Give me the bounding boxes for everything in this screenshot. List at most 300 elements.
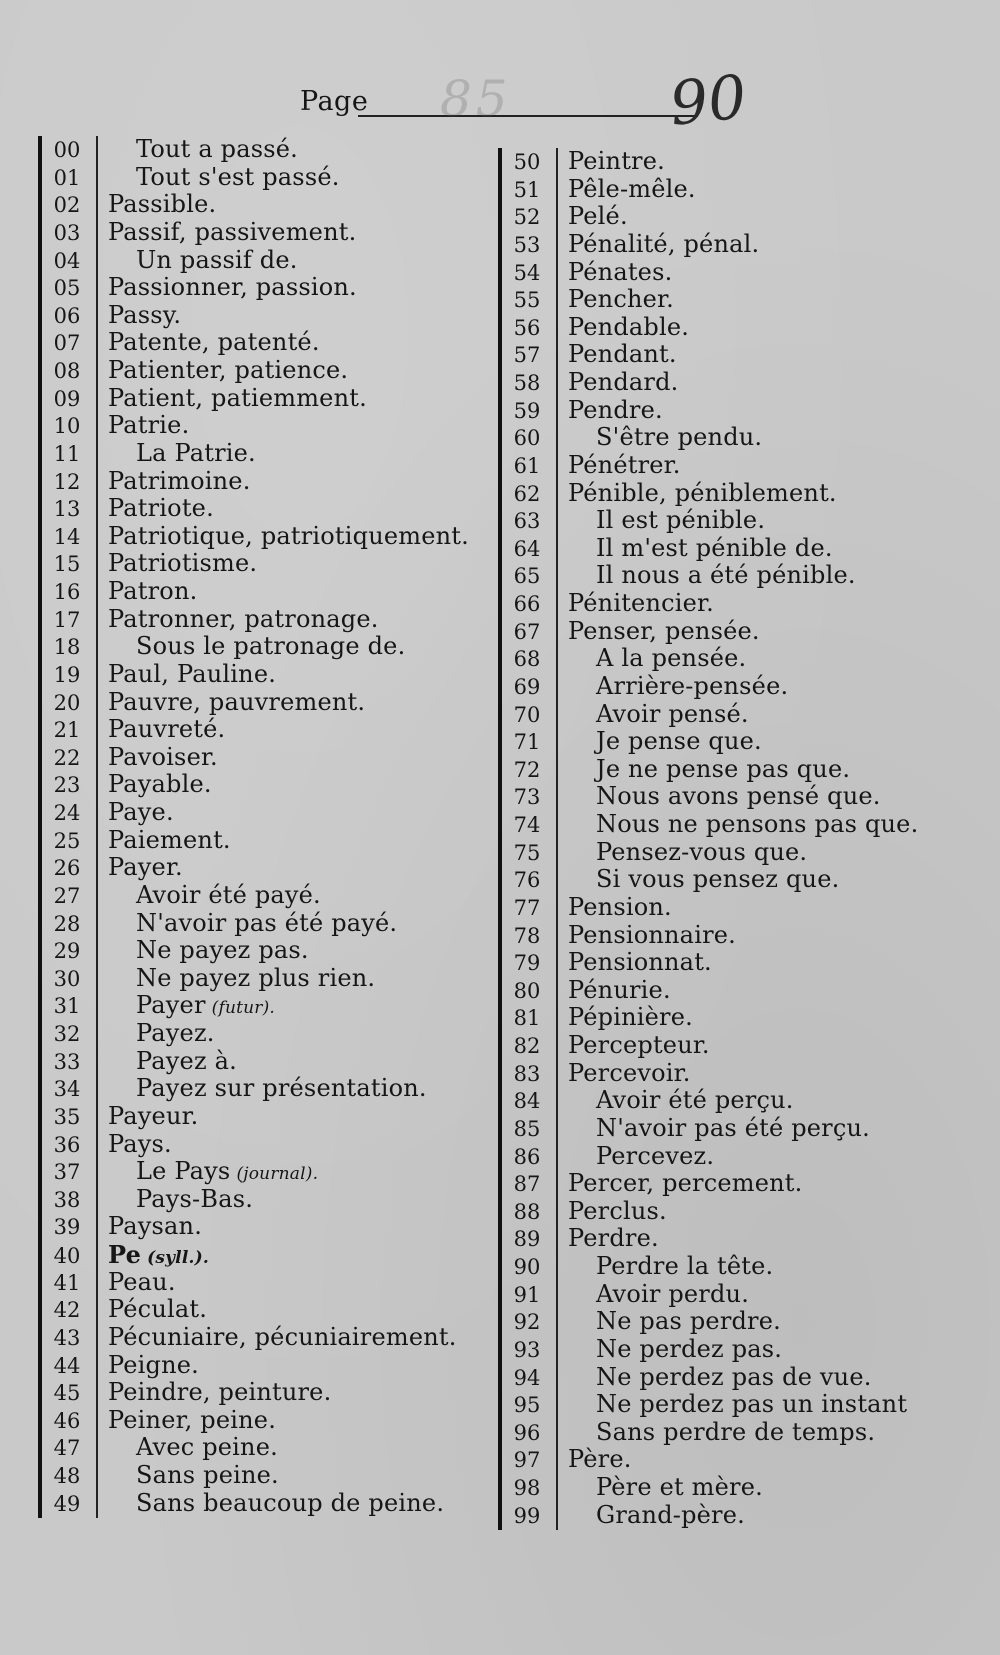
entry-number: 03 — [53, 220, 81, 245]
entry-word: Il m'est pénible de. — [596, 533, 833, 562]
entry-word: Patrimoine. — [108, 466, 251, 495]
entry-number: 52 — [513, 205, 541, 230]
list-item — [498, 618, 938, 646]
list-item — [38, 1213, 478, 1241]
entry-number: 18 — [53, 635, 81, 660]
entry-text — [96, 247, 298, 275]
entry-word: Il est pénible. — [596, 506, 766, 535]
list-item — [498, 1170, 938, 1198]
list-item — [38, 992, 478, 1020]
entry-number: 19 — [53, 662, 81, 687]
entry-note: (syll.). — [147, 1248, 209, 1268]
list-item — [38, 412, 478, 440]
entry-text — [556, 1474, 763, 1502]
page-label: Page — [300, 86, 369, 117]
entry-text — [96, 1048, 237, 1076]
entry-number: 41 — [53, 1270, 81, 1295]
entry-word: Patron. — [108, 577, 198, 605]
entry-number: 65 — [513, 564, 541, 589]
entry-text — [556, 1115, 870, 1143]
entry-text — [96, 578, 197, 606]
entry-word: Payable. — [108, 770, 212, 799]
entry-number: 29 — [53, 939, 81, 964]
list-item — [38, 468, 478, 496]
entry-text — [556, 1087, 794, 1115]
list-item — [38, 357, 478, 385]
list-item — [38, 495, 478, 523]
entry-word: Tout s'est passé. — [136, 162, 340, 191]
entry-number: 06 — [53, 303, 81, 328]
pencil-mark: 85 — [440, 70, 512, 128]
entry-text — [556, 424, 762, 452]
entry-word: Je ne pense pas que. — [596, 754, 851, 783]
entry-word: Sans beaucoup de peine. — [136, 1488, 445, 1517]
entry-text — [96, 191, 216, 219]
entry-text — [556, 1253, 773, 1281]
entry-number: 17 — [53, 607, 81, 632]
entry-word: Sans perdre de temps. — [596, 1417, 876, 1446]
entry-text — [556, 894, 672, 922]
entry-word: Ne perdez pas. — [596, 1334, 783, 1363]
entry-number: 05 — [53, 276, 81, 301]
entry-text — [556, 783, 881, 811]
handwritten-page-number: 90 — [666, 62, 750, 140]
entry-number: 85 — [513, 1116, 541, 1141]
entry-text — [556, 369, 678, 397]
entry-word: Nous avons pensé que. — [596, 782, 881, 811]
entry-word: Pensionnat. — [568, 948, 712, 977]
list-item — [38, 329, 478, 357]
list-item — [498, 1004, 938, 1032]
entry-number: 97 — [513, 1448, 541, 1473]
entry-number: 08 — [53, 359, 81, 383]
entry-word: Patriote. — [108, 494, 214, 523]
list-item — [38, 1269, 478, 1297]
entry-text — [556, 701, 749, 729]
list-item — [498, 259, 938, 287]
entry-text — [556, 1364, 872, 1392]
entry-number: 44 — [53, 1353, 81, 1378]
entry-word: S'être pendu. — [596, 423, 763, 452]
list-item — [38, 1158, 478, 1186]
entry-number: 78 — [513, 923, 541, 948]
entry-number: 70 — [513, 702, 541, 727]
entry-word: Passy. — [108, 300, 182, 329]
list-item — [498, 397, 938, 425]
list-item — [38, 440, 478, 468]
entry-word: Tout a passé. — [136, 135, 298, 163]
entry-text — [556, 1308, 781, 1336]
entry-number: 32 — [53, 1022, 81, 1046]
entry-number: 39 — [53, 1215, 81, 1240]
entry-word: Pénitencier. — [568, 589, 714, 617]
entry-word: Pauvre, pauvrement. — [108, 687, 366, 716]
entry-text — [556, 673, 788, 701]
entry-text — [96, 523, 469, 551]
list-item — [38, 550, 478, 578]
list-item — [38, 1490, 478, 1518]
entry-word: La Patrie. — [136, 438, 256, 467]
entry-text — [96, 1434, 278, 1462]
page-header — [300, 62, 750, 140]
entry-number: 36 — [53, 1132, 81, 1157]
list-item — [38, 1379, 478, 1407]
list-item — [498, 1364, 938, 1392]
entry-text — [556, 1170, 802, 1198]
list-item — [38, 1075, 478, 1103]
entry-text — [96, 689, 365, 717]
entry-word: Perclus. — [568, 1196, 667, 1225]
list-item — [38, 1020, 478, 1048]
entry-word: Pendable. — [568, 312, 690, 341]
entry-text — [96, 661, 276, 689]
list-item — [498, 507, 938, 535]
entry-word: Percer, percement. — [568, 1169, 803, 1198]
entry-text — [556, 811, 918, 839]
entry-text — [96, 495, 214, 523]
entry-word: Pénétrer. — [568, 450, 681, 479]
entry-text — [96, 771, 212, 799]
list-item — [38, 1241, 478, 1269]
entry-text — [556, 1419, 875, 1447]
entry-text — [96, 1103, 198, 1131]
entry-number: 23 — [53, 773, 81, 798]
entry-word: N'avoir pas été perçu. — [596, 1113, 870, 1142]
entry-number: 87 — [513, 1172, 541, 1197]
entry-text — [96, 744, 218, 772]
entry-text — [96, 136, 298, 164]
entry-number: 75 — [513, 840, 541, 865]
entry-number: 92 — [513, 1310, 541, 1335]
entry-word: Le Pays — [136, 1157, 231, 1186]
entry-word: Passionner, passion. — [108, 273, 357, 302]
entry-text — [556, 728, 762, 756]
entry-word: Pe — [108, 1240, 142, 1269]
list-item — [38, 1186, 478, 1214]
list-item — [498, 1446, 938, 1474]
entry-word: Pénates. — [568, 257, 673, 286]
list-item — [38, 302, 478, 330]
entry-word: Pénurie. — [568, 975, 671, 1004]
entry-number: 07 — [53, 331, 81, 356]
entry-word: Payez à. — [136, 1046, 237, 1075]
list-item — [498, 839, 938, 867]
entry-number: 26 — [53, 856, 81, 881]
entry-number: 72 — [513, 757, 541, 782]
entry-number: 54 — [513, 260, 541, 285]
entry-word: Sans peine. — [136, 1461, 279, 1489]
list-item — [498, 452, 938, 480]
entry-number: 00 — [53, 138, 81, 162]
list-item — [38, 1407, 478, 1435]
entry-number: 56 — [513, 315, 541, 340]
list-item — [498, 1419, 938, 1447]
entry-word: Paiement. — [108, 825, 231, 854]
entry-text — [96, 1269, 176, 1297]
entry-number: 63 — [513, 509, 541, 534]
entry-word: Pépinière. — [568, 1003, 693, 1032]
list-item — [498, 673, 938, 701]
entry-word: Percevez. — [596, 1141, 715, 1170]
entry-word: Patriotique, patriotiquement. — [108, 521, 469, 550]
entry-word: Ne perdez pas un instant — [596, 1390, 908, 1419]
list-item — [498, 1391, 938, 1419]
list-item — [38, 274, 478, 302]
entry-number: 86 — [513, 1144, 541, 1169]
entry-number: 59 — [513, 398, 541, 423]
list-item — [38, 827, 478, 855]
list-item — [38, 633, 478, 661]
entry-number: 40 — [53, 1244, 81, 1268]
entry-word: Percepteur. — [568, 1031, 710, 1059]
entry-number: 02 — [53, 193, 81, 218]
entry-number: 11 — [53, 441, 81, 466]
entry-number: 42 — [53, 1298, 81, 1323]
entry-text — [96, 910, 397, 938]
list-item — [498, 701, 938, 729]
list-item — [498, 590, 938, 618]
entry-word: Paye. — [108, 798, 174, 826]
entry-number: 95 — [513, 1393, 541, 1418]
entry-word: N'avoir pas été payé. — [136, 908, 398, 937]
entry-word: Ne perdez pas de vue. — [596, 1362, 872, 1391]
list-item — [498, 1143, 938, 1171]
entry-number: 79 — [513, 951, 541, 976]
entry-word: Peigne. — [108, 1350, 200, 1379]
entry-text — [556, 1446, 632, 1474]
entry-word: Je pense que. — [596, 727, 762, 756]
entry-word: Peau. — [108, 1267, 176, 1296]
entry-word: Patienter, patience. — [108, 356, 349, 384]
entry-word: Avec peine. — [136, 1433, 278, 1462]
list-item — [38, 1324, 478, 1352]
entry-number: 53 — [513, 232, 541, 257]
entry-word: Ne payez plus rien. — [136, 963, 376, 992]
entry-number: 35 — [53, 1104, 81, 1129]
entry-text — [556, 231, 759, 259]
list-item — [38, 1296, 478, 1324]
entry-number: 76 — [513, 868, 541, 893]
list-item — [38, 1434, 478, 1462]
entry-text — [556, 507, 765, 535]
entry-word: Perdre la tête. — [596, 1252, 774, 1280]
list-item — [38, 136, 478, 164]
list-item — [498, 1115, 938, 1143]
list-item — [38, 937, 478, 965]
entry-word: Pêle-mêle. — [568, 174, 696, 203]
entry-word: Si vous pensez que. — [596, 865, 840, 894]
entry-text — [96, 827, 231, 855]
entry-number: 77 — [513, 895, 541, 920]
entry-number: 47 — [53, 1436, 81, 1461]
entry-note: (futur). — [211, 998, 276, 1019]
list-item — [498, 728, 938, 756]
entry-number: 67 — [513, 619, 541, 644]
entry-text — [96, 633, 405, 661]
entry-text — [96, 302, 181, 330]
entry-number: 64 — [513, 536, 541, 561]
entry-text — [96, 274, 357, 302]
entry-text — [556, 1004, 693, 1032]
entry-text — [96, 1352, 199, 1380]
entry-text — [96, 1324, 457, 1352]
entry-text — [96, 1213, 202, 1241]
entry-text — [556, 1198, 667, 1226]
entry-text — [96, 1075, 427, 1103]
list-item — [38, 606, 478, 634]
entry-word: Pendant. — [568, 340, 677, 369]
list-item — [38, 1048, 478, 1076]
entry-text — [96, 882, 321, 910]
entry-word: Pendard. — [568, 368, 679, 396]
entry-text — [556, 977, 671, 1005]
list-item — [498, 922, 938, 950]
entry-word: Pelé. — [568, 202, 628, 231]
entry-word: Peindre, peinture. — [108, 1378, 332, 1407]
list-item — [38, 1352, 478, 1380]
entry-text — [556, 397, 663, 425]
entry-number: 43 — [53, 1325, 81, 1350]
list-item — [498, 231, 938, 259]
entry-text — [556, 1502, 745, 1530]
entry-number: 90 — [513, 1255, 541, 1279]
entry-word: Patient, patiemment. — [108, 383, 367, 412]
entry-word: Pécuniaire, pécuniairement. — [108, 1322, 457, 1351]
entry-number: 20 — [53, 690, 81, 715]
entry-number: 62 — [513, 481, 541, 506]
entry-text — [96, 164, 340, 192]
list-item — [498, 894, 938, 922]
entry-number: 80 — [513, 978, 541, 1003]
entry-number: 14 — [53, 524, 81, 549]
entry-text — [96, 1407, 276, 1435]
list-item — [38, 744, 478, 772]
entry-number: 38 — [53, 1187, 81, 1212]
entry-text — [96, 716, 225, 744]
entry-word: Grand-père. — [596, 1500, 745, 1529]
list-item — [498, 562, 938, 590]
left-column — [38, 136, 478, 1518]
entry-word: Payeur. — [108, 1101, 199, 1130]
entry-word: Peiner, peine. — [108, 1405, 277, 1434]
entry-number: 46 — [53, 1408, 81, 1433]
list-item — [498, 148, 938, 176]
list-item — [38, 1131, 478, 1159]
entry-word: Arrière-pensée. — [596, 671, 789, 700]
list-item — [498, 1502, 938, 1530]
entry-word: Pays-Bas. — [136, 1184, 254, 1213]
list-item — [498, 369, 938, 397]
entry-number: 50 — [513, 150, 541, 174]
entry-number: 57 — [513, 343, 541, 368]
entry-text — [556, 1032, 710, 1060]
entry-word: Paysan. — [108, 1212, 203, 1241]
entry-word: Sous le patronage de. — [136, 632, 406, 661]
list-item — [498, 314, 938, 342]
right-entry-list — [498, 148, 938, 1530]
entry-word: Passif, passivement. — [108, 217, 357, 246]
entry-text — [556, 756, 850, 784]
entry-word: Percevoir. — [568, 1058, 691, 1087]
list-item — [38, 1103, 478, 1131]
entry-number: 73 — [513, 785, 541, 810]
entry-word: Patriotisme. — [108, 549, 258, 578]
page-number-rule — [358, 115, 698, 117]
entry-number: 15 — [53, 552, 81, 577]
entry-number: 13 — [53, 497, 81, 522]
entry-text — [96, 412, 189, 440]
list-item — [38, 385, 478, 413]
entry-number: 68 — [513, 647, 541, 672]
entry-word: Avoir été perçu. — [596, 1086, 794, 1115]
list-item — [38, 191, 478, 219]
list-item — [38, 578, 478, 606]
entry-number: 61 — [513, 453, 541, 478]
entry-text — [556, 480, 837, 508]
entry-word: Père et mère. — [596, 1473, 763, 1501]
entry-number: 81 — [513, 1006, 541, 1031]
list-item — [498, 977, 938, 1005]
entry-text — [556, 866, 839, 894]
list-item — [498, 756, 938, 784]
list-item — [38, 799, 478, 827]
entry-word: Avoir pensé. — [596, 699, 749, 728]
entry-number: 37 — [53, 1160, 81, 1185]
entry-number: 60 — [513, 426, 541, 451]
entry-number: 28 — [53, 911, 81, 936]
entry-text — [556, 148, 665, 176]
entry-word: Perdre. — [568, 1224, 659, 1253]
entry-text — [556, 203, 628, 231]
entry-word: Payer — [136, 991, 206, 1020]
list-item — [498, 535, 938, 563]
entry-text — [96, 329, 320, 357]
list-item — [498, 811, 938, 839]
entry-number: 25 — [53, 828, 81, 853]
entry-number: 48 — [53, 1464, 81, 1488]
entry-text — [96, 854, 183, 882]
entry-number: 55 — [513, 288, 541, 313]
entry-word: Pauvreté. — [108, 715, 226, 744]
entry-word: Avoir été payé. — [136, 880, 321, 909]
entry-note: (journal). — [236, 1164, 319, 1185]
entry-word: Payez sur présentation. — [136, 1074, 427, 1103]
entry-text — [96, 799, 174, 827]
entry-number: 24 — [53, 801, 81, 825]
entry-text — [96, 1020, 215, 1048]
list-item — [498, 1032, 938, 1060]
list-item — [498, 1253, 938, 1281]
list-item — [498, 1336, 938, 1364]
entry-number: 96 — [513, 1420, 541, 1445]
right-column — [498, 148, 938, 1530]
entry-word: Pensionnaire. — [568, 920, 736, 949]
list-item — [498, 1225, 938, 1253]
entry-word: Pension. — [568, 892, 672, 921]
list-item — [498, 1198, 938, 1226]
entry-word: Patronner, patronage. — [108, 604, 379, 633]
entry-word: Ne payez pas. — [136, 936, 309, 965]
entry-number: 84 — [513, 1089, 541, 1114]
entry-word: Penser, pensée. — [568, 616, 760, 645]
entry-text — [556, 535, 833, 563]
list-item — [38, 854, 478, 882]
entry-text — [556, 1143, 714, 1171]
entry-text — [556, 341, 677, 369]
list-item — [38, 689, 478, 717]
entry-text — [96, 965, 375, 993]
list-item — [38, 661, 478, 689]
